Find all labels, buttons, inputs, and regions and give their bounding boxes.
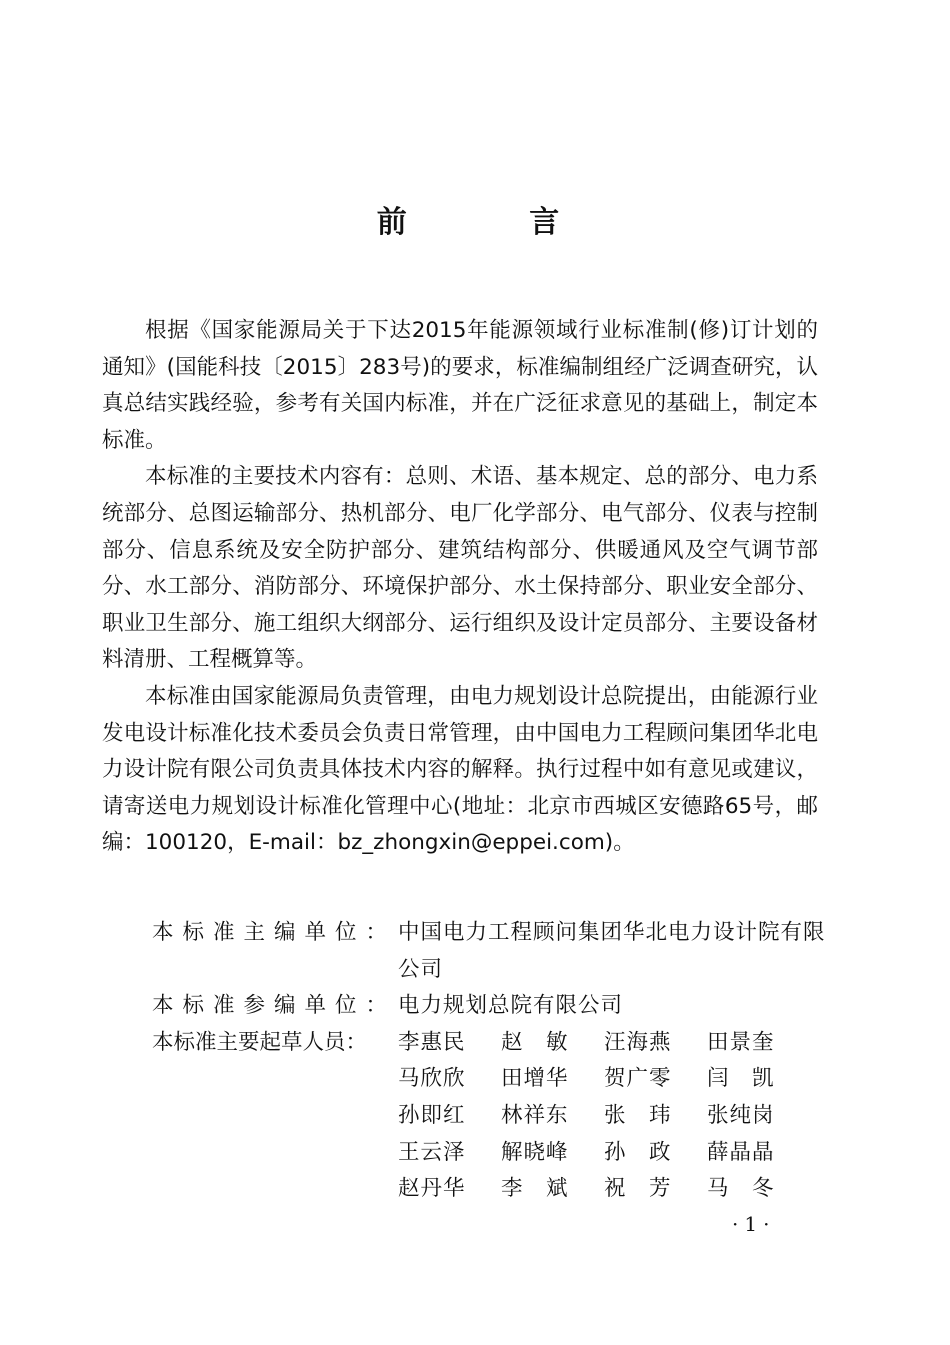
participating-unit-label: 本标准参编单位： [152, 993, 397, 1019]
participating-unit-row [152, 988, 832, 1025]
paragraph-basis: 根据《国家能源局关于下达2015年能源领域行业标准制(修)订计划的通知》(国能科技〔2015〕283号)的要求，标准编制组经广泛调查研究，认真总结实践经验，参考有关国内标准，并在广泛征求意见的基础上，制定本标准。 [102, 318, 818, 453]
drafter-name: 孙 政 [604, 1139, 672, 1165]
drafter-name: 赵 敏 [501, 1029, 569, 1055]
drafter-name: 李 斌 [501, 1176, 569, 1202]
page-number: ·1· [732, 1212, 776, 1236]
paragraph-content: 本标准的主要技术内容有：总则、术语、基本规定、总的部分、电力系统部分、总图运输部分、热机部分、电厂化学部分、电气部分、仪表与控制部分、信息系统及安全防护部分、建筑结构部分、供暖通风及空气调节部分、水工部分、消防部分、环境保护部分、水土保持部分、职业安全部分、职业卫生部分、施工组织大纲部分、运行组织及设计定员部分、主要设备材料清册、工程概算等。 [102, 464, 818, 673]
drafter-name: 贺广零 [604, 1066, 672, 1092]
preface-body [102, 313, 818, 862]
paragraph-management: 本标准由国家能源局负责管理，由电力规划设计总院提出，由能源行业发电设计标准化技术委员会负责日常管理，由中国电力工程顾问集团华北电力设计院有限公司负责具体技术内容的解释。执行过程中如有意见或建议，请寄送电力规划设计标准化管理中心(地址：北京市西城区安德路65号，邮编：100120，E-mail：bz_zhongxin@eppei.com)。 [102, 683, 818, 856]
drafters-row [152, 1025, 832, 1208]
drafter-name: 汪海燕 [604, 1029, 672, 1055]
page-title: 前 言 [376, 205, 616, 240]
drafter-name: 李惠民 [398, 1029, 466, 1055]
drafter-name: 田景奎 [707, 1029, 775, 1055]
drafter-name: 解晓峰 [501, 1139, 569, 1165]
drafter-name: 张 玮 [604, 1102, 672, 1128]
drafter-name: 闫 凯 [707, 1066, 775, 1092]
drafters-names [398, 1025, 832, 1208]
drafter-name: 田增华 [501, 1066, 569, 1092]
drafter-name: 林祥东 [501, 1102, 569, 1128]
drafter-name: 张纯岗 [707, 1102, 775, 1128]
drafters-label: 本标准主要起草人员： [152, 1029, 368, 1055]
chief-unit-row [152, 915, 832, 988]
drafter-name: 马 冬 [707, 1176, 775, 1202]
chief-unit-value: 中国电力工程顾问集团华北电力设计院有限公司 [398, 920, 826, 982]
drafter-name: 王云泽 [398, 1139, 466, 1165]
drafter-name: 薛晶晶 [707, 1139, 775, 1165]
drafter-name: 赵丹华 [398, 1176, 466, 1202]
participating-unit-value: 电力规划总院有限公司 [398, 993, 624, 1019]
drafter-name: 孙即红 [398, 1102, 466, 1128]
staff-section [152, 915, 832, 1208]
drafter-name: 祝 芳 [604, 1176, 672, 1202]
chief-unit-label: 本标准主编单位： [152, 920, 397, 945]
drafter-name: 马欣欣 [398, 1066, 466, 1092]
